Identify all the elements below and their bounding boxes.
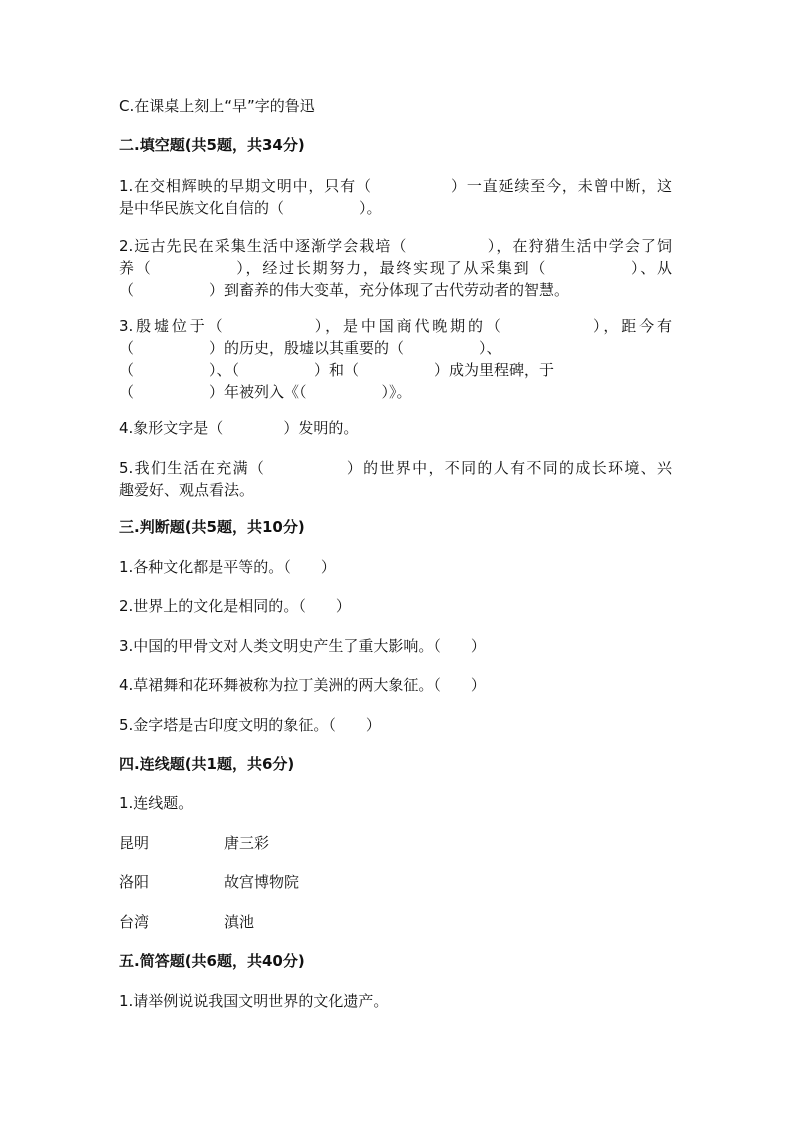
short-answer-question-1: 1.请举例说说我国文明世界的文化遗产。 [119, 992, 389, 1010]
fill-question-2-line-2: 养（ ），经过长期努力，最终实现了从采集到（ ）、从 [119, 259, 672, 277]
section-5-heading: 五.简答题(共6题，共40分) [119, 952, 305, 970]
match-left: 台湾 [119, 913, 150, 931]
fill-question-3-line-4: （ ）年被列入《（ ）》。 [119, 383, 412, 401]
fill-question-1-line-2: 是中华民族文化自信的（ ）。 [119, 199, 382, 217]
match-row [119, 832, 269, 854]
match-right: 故宫博物院 [224, 873, 300, 891]
match-right: 滇池 [224, 913, 255, 931]
fill-question-3-line-1: 3.殷墟位于（ ），是中国商代晚期的（ ），距今有 [119, 317, 672, 335]
fill-question-3-line-2: （ ）的历史，殷墟以其重要的（ ）、 [119, 339, 502, 357]
fill-question-1-line-1: 1.在交相辉映的早期文明中，只有（ ）一直延续至今，未曾中断，这 [119, 177, 672, 195]
match-question-1: 1.连线题。 [119, 794, 194, 812]
judge-question-5: 5.金字塔是古印度文明的象征。（ ） [119, 716, 381, 734]
judge-question-3: 3.中国的甲骨文对人类文明史产生了重大影响。（ ） [119, 637, 486, 655]
fill-question-3-line-3: （ ）、（ ）和（ ）成为里程碑，于 [119, 361, 555, 379]
section-4-heading: 四.连线题(共1题，共6分) [119, 755, 295, 773]
match-row [119, 911, 254, 933]
fill-question-2 [119, 235, 672, 301]
section-2-heading: 二.填空题(共5题，共34分) [119, 136, 305, 154]
fill-question-5-line-2: 趣爱好、观点看法。 [119, 481, 255, 499]
judge-question-2: 2.世界上的文化是相同的。（ ） [119, 597, 351, 615]
judge-question-4: 4.草裙舞和花环舞被称为拉丁美洲的两大象征。（ ） [119, 676, 486, 694]
fill-question-5-line-1: 5.我们生活在充满（ ）的世界中，不同的人有不同的成长环境、兴 [119, 459, 672, 477]
match-row [119, 871, 299, 893]
match-right: 唐三彩 [224, 834, 270, 852]
fill-question-3 [119, 315, 672, 403]
fill-question-2-line-1: 2.远古先民在采集生活中逐渐学会栽培（ ），在狩猎生活中学会了饲 [119, 237, 672, 255]
option-c: C.在课桌上刻上“早”字的鲁迅 [119, 97, 315, 115]
fill-question-1 [119, 175, 672, 219]
match-left: 洛阳 [119, 873, 150, 891]
fill-question-2-line-3: （ ）到畜养的伟大变革，充分体现了古代劳动者的智慧。 [119, 281, 570, 299]
section-3-heading: 三.判断题(共5题，共10分) [119, 518, 305, 536]
fill-question-4: 4.象形文字是（ ）发明的。 [119, 419, 359, 437]
judge-question-1: 1.各种文化都是平等的。（ ） [119, 558, 336, 576]
fill-question-5 [119, 457, 672, 501]
match-left: 昆明 [119, 834, 150, 852]
